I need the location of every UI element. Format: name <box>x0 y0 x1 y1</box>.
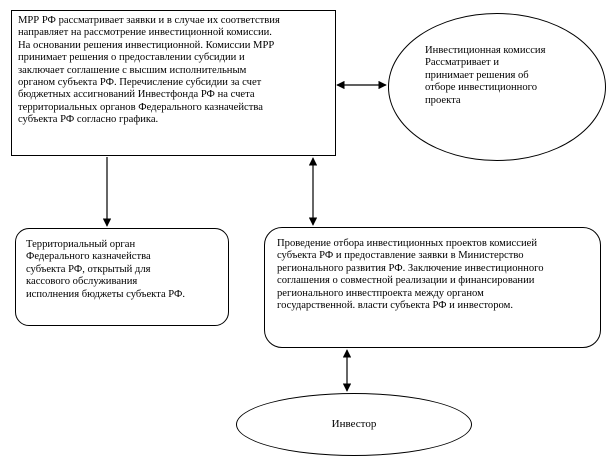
mrr-process-box <box>11 10 336 156</box>
project-selection-text: Проведение отбора инвестиционных проектов комиссией субъекта РФ и предоставление заявки в Министерство регионального развития РФ. Заключение инвестиционного соглашения о совместной реализации и финансировании регионального инвестпроекта между органом государственной. власти субъекта РФ и инвестором. <box>277 238 544 312</box>
project-selection-box <box>264 227 601 348</box>
mrr-process-text: МРР РФ рассматривает заявки и в случае их соответствия направляет на рассмотрение инвестиционной комиссии. На основании решения инвестиционной. Комиссии МРР принимает решения о предоставлении субсидии и заключает соглашение с высшим исполнительным органом субъекта РФ. Перечисление субсидии за счет бюджетных ассигнований Инвестфонда РФ на счета территориальных органов Федерального казначейства субъекта РФ согласно графика. <box>18 15 280 126</box>
treasury-body-text: Территориальный орган Федерального казначейства субъекта РФ, открытый для кассового обслуживания исполнения бюджеты субъекта РФ. <box>26 239 186 300</box>
investment-commission-text: Инвестиционная комиссия Рассматривает и принимает решения об отборе инвестиционного проекта <box>425 45 546 106</box>
investor-label: Инвестор <box>331 418 377 431</box>
treasury-body-box <box>15 228 229 326</box>
investor-ellipse <box>236 393 472 456</box>
investment-commission-ellipse <box>388 13 606 161</box>
